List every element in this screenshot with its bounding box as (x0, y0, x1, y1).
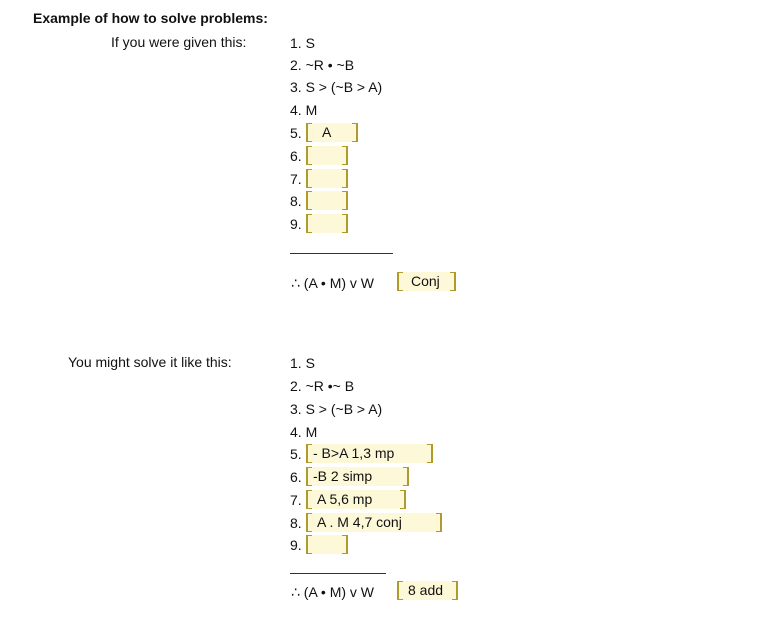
problem-premise-4: 4. M (290, 102, 318, 118)
problem-step-5-text: A (322, 124, 332, 140)
solution-step-9-number: 9. (290, 537, 302, 553)
problem-label: If you were given this: (111, 34, 247, 50)
solution-step-9-field[interactable] (306, 535, 348, 554)
problem-step-9-number: 9. (290, 216, 302, 232)
solution-premise-2: 2. ~R •~ B (290, 378, 355, 394)
solution-premise-4: 4. M (290, 424, 318, 440)
solution-premise-1: 1. S (290, 355, 315, 371)
solution-step-8-text: A . M 4,7 conj (317, 514, 402, 530)
problem-justification-field[interactable] (397, 272, 456, 291)
solution-step-8-field[interactable] (306, 513, 442, 532)
solution-step-8-number: 8. (290, 515, 302, 531)
solution-step-7-field[interactable] (306, 490, 406, 509)
problem-premise-1: 1. S (290, 35, 315, 51)
solution-premise-3: 3. S > (~B > A) (290, 401, 383, 417)
problem-conclusion: ∴ (A • M) v W (291, 275, 375, 291)
problem-step-9-field[interactable] (306, 214, 348, 233)
conclusion-divider (290, 253, 393, 254)
solution-step-5-field[interactable] (306, 444, 433, 463)
solution-label: You might solve it like this: (68, 354, 232, 370)
problem-step-8-field[interactable] (306, 191, 348, 210)
solution-step-7-text: A 5,6 mp (317, 491, 373, 507)
solution-justification-field[interactable] (397, 581, 458, 600)
solution-step-5-number: 5. (290, 446, 302, 462)
problem-step-5-number: 5. (290, 125, 302, 141)
problem-step-6-number: 6. (290, 148, 302, 164)
problem-premise-3: 3. S > (~B > A) (290, 79, 383, 95)
problem-step-7-field[interactable] (306, 169, 348, 188)
page-heading: Example of how to solve problems: (33, 10, 268, 26)
solution-conclusion: ∴ (A • M) v W (291, 584, 375, 600)
problem-premise-2: 2. ~R • ~B (290, 57, 355, 73)
solution-conclusion-divider (290, 573, 386, 574)
problem-step-7-number: 7. (290, 171, 302, 187)
solution-step-6-text: -B 2 simp (313, 468, 373, 484)
solution-step-6-field[interactable] (306, 467, 409, 486)
solution-step-5-text: - B>A 1,3 mp (313, 445, 395, 461)
problem-step-5-field[interactable] (306, 123, 358, 142)
problem-step-6-field[interactable] (306, 146, 348, 165)
solution-justification-text: 8 add (408, 582, 444, 598)
solution-step-6-number: 6. (290, 469, 302, 485)
problem-justification-text: Conj (411, 273, 440, 289)
problem-step-8-number: 8. (290, 193, 302, 209)
solution-step-7-number: 7. (290, 492, 302, 508)
